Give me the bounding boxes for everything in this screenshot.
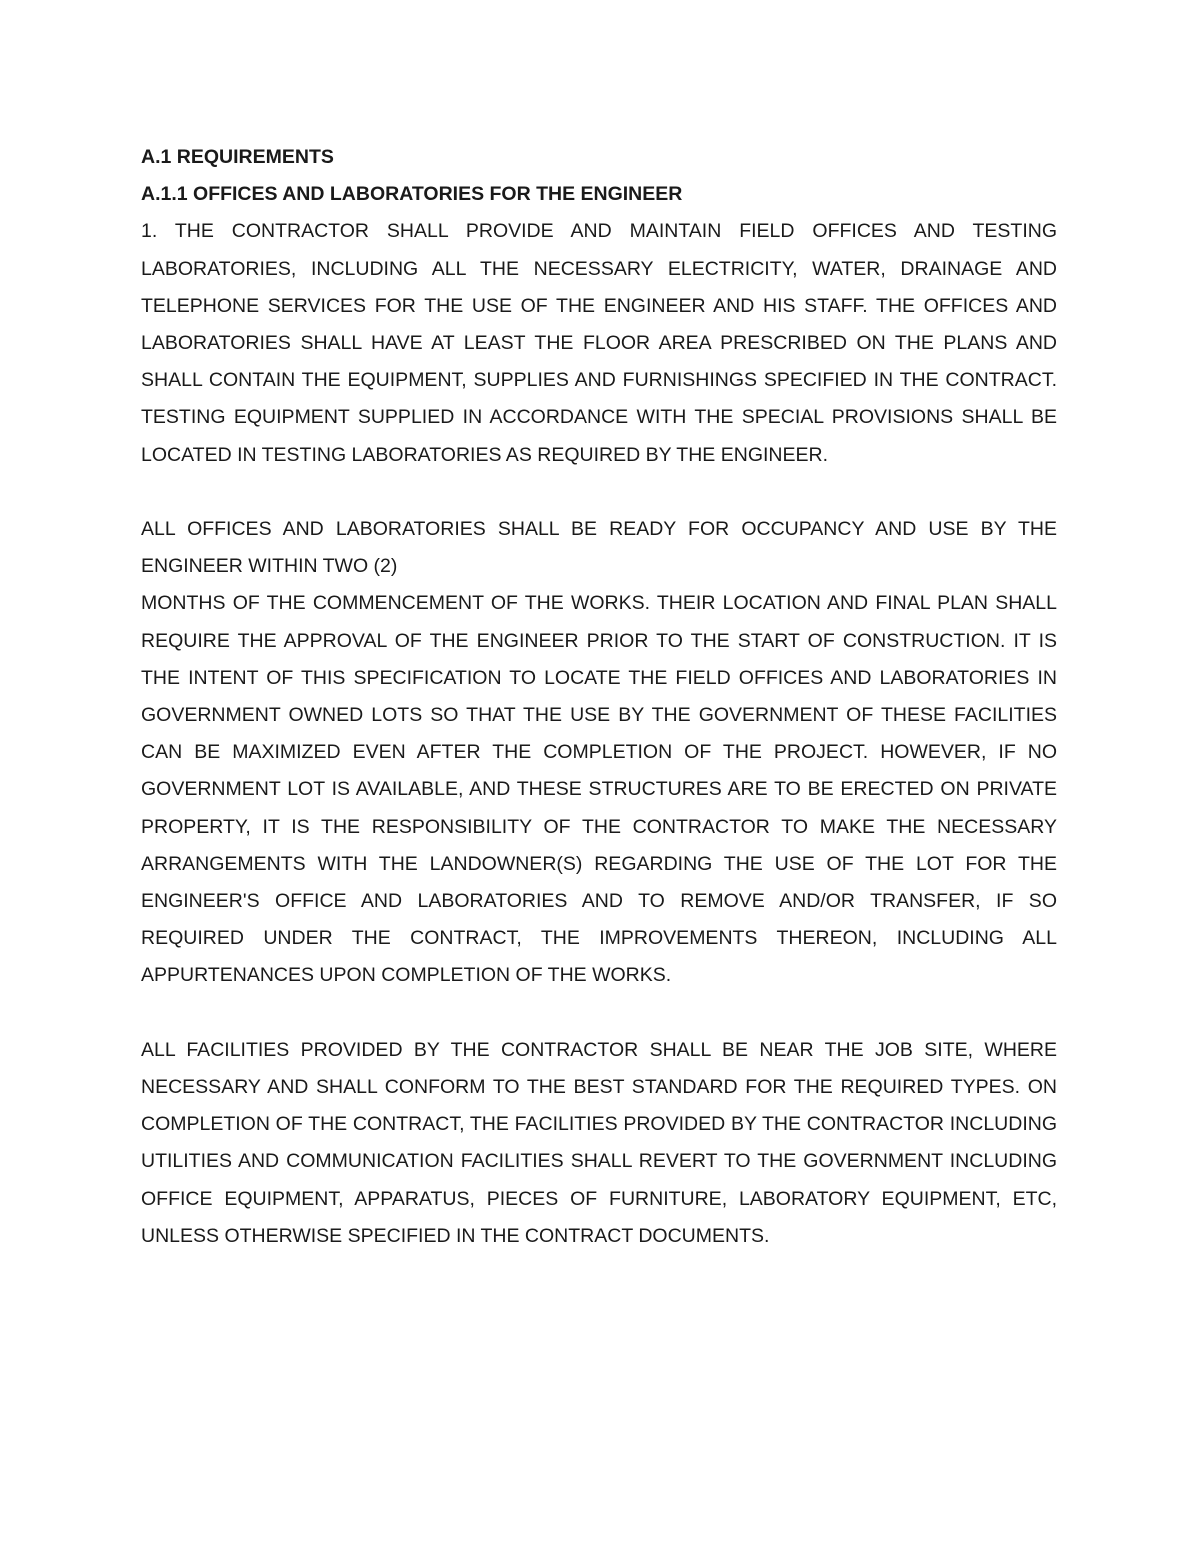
paragraph-occupancy: ALL OFFICES AND LABORATORIES SHALL BE READY FOR OCCUPANCY AND USE BY THE ENGINEER WITHIN TWO (2) [141, 518, 1057, 578]
paragraph-spacer [141, 995, 1057, 1032]
section-heading: A.1 REQUIREMENTS [141, 146, 334, 168]
document-body [141, 139, 1057, 1255]
paragraph-location-approval: MONTHS OF THE COMMENCEMENT OF THE WORKS. THEIR LOCATION AND FINAL PLAN SHALL REQUIRE THE APPROVAL OF THE ENGINEER PRIOR TO THE START OF CONSTRUCTION. IT IS THE INTENT OF THIS SPECIFICATION TO LOCATE THE FIELD OFFICES AND LABORATORIES IN GOVERNMENT OWNED LOTS SO THAT THE USE BY THE GOVERNMENT OF THESE FACILITIES CAN BE MAXIMIZED EVEN AFTER THE COMPLETION OF THE PROJECT. HOWEVER, IF NO GOVERNMENT LOT IS AVAILABLE, AND THESE STRUCTURES ARE TO BE ERECTED ON PRIVATE PROPERTY, IT IS THE RESPONSIBILITY OF THE CONTRACTOR TO MAKE THE NECESSARY ARRANGEMENTS WITH THE LANDOWNER(S) REGARDING THE USE OF THE LOT FOR THE ENGINEER'S OFFICE AND LABORATORIES AND TO REMOVE AND/OR TRANSFER, IF SO REQUIRED UNDER THE CONTRACT, THE IMPROVEMENTS THEREON, INCLUDING ALL APPURTENANCES UPON COMPLETION OF THE WORKS. [141, 592, 1057, 987]
paragraph-spacer [141, 474, 1057, 511]
subsection-heading: A.1.1 OFFICES AND LABORATORIES FOR THE ENGINEER [141, 183, 683, 206]
paragraph-offices-laboratories: 1. THE CONTRACTOR SHALL PROVIDE AND MAINTAIN FIELD OFFICES AND TESTING LABORATORIES, INCLUDING ALL THE NECESSARY ELECTRICITY, WATER, DRAINAGE AND TELEPHONE SERVICES FOR THE USE OF THE ENGINEER AND HIS STAFF. THE OFFICES AND LABORATORIES SHALL HAVE AT LEAST THE FLOOR AREA PRESCRIBED ON THE PLANS AND SHALL CONTAIN THE EQUIPMENT, SUPPLIES AND FURNISHINGS SPECIFIED IN THE CONTRACT. TESTING EQUIPMENT SUPPLIED IN ACCORDANCE WITH THE SPECIAL PROVISIONS SHALL BE LOCATED IN TESTING LABORATORIES AS REQUIRED BY THE ENGINEER. [141, 220, 1057, 466]
paragraph-facilities-revert: ALL FACILITIES PROVIDED BY THE CONTRACTOR SHALL BE NEAR THE JOB SITE, WHERE NECESSARY AND SHALL CONFORM TO THE BEST STANDARD FOR THE REQUIRED TYPES. ON COMPLETION OF THE CONTRACT, THE FACILITIES PROVIDED BY THE CONTRACTOR INCLUDING UTILITIES AND COMMUNICATION FACILITIES SHALL REVERT TO THE GOVERNMENT INCLUDING OFFICE EQUIPMENT, APPARATUS, PIECES OF FURNITURE, LABORATORY EQUIPMENT, ETC, UNLESS OTHERWISE SPECIFIED IN THE CONTRACT DOCUMENTS. [141, 1038, 1057, 1247]
